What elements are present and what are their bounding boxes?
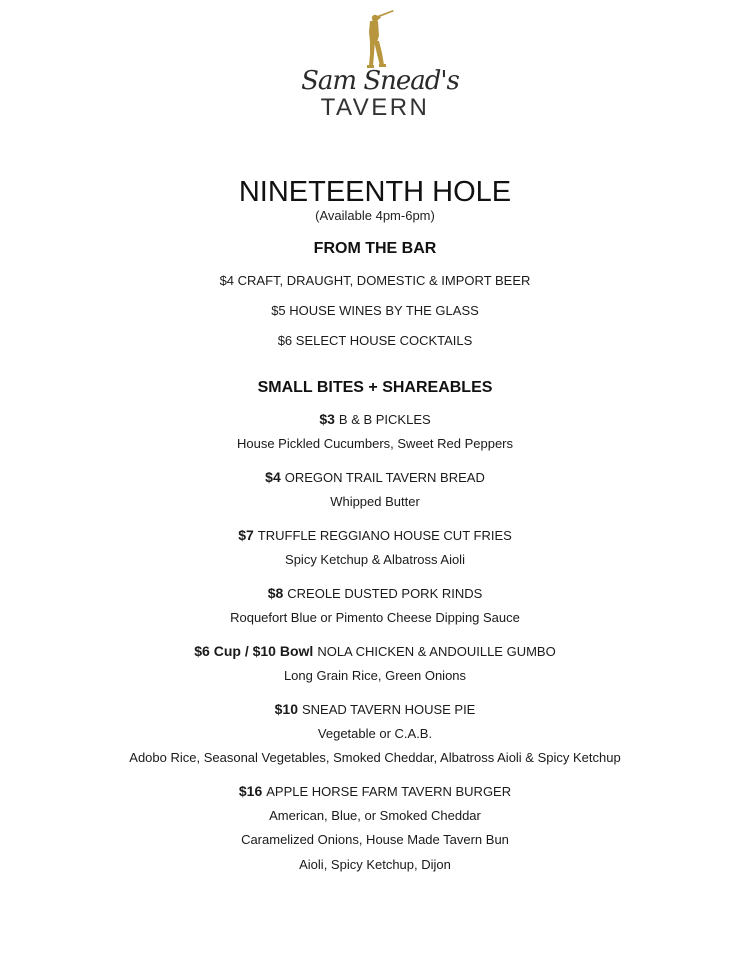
bar-line: $5 HOUSE WINES BY THE GLASS bbox=[271, 303, 479, 318]
item-name: APPLE HORSE FARM TAVERN BURGER bbox=[266, 784, 512, 799]
item-price: $8 bbox=[267, 585, 284, 601]
item-name: B & B PICKLES bbox=[338, 412, 431, 427]
item-detail: Roquefort Blue or Pimento Cheese Dipping Sauce bbox=[230, 610, 520, 625]
item-detail: House Pickled Cucumbers, Sweet Red Peppers bbox=[236, 436, 514, 451]
menu-item-title bbox=[0, 469, 750, 485]
menu-item-title bbox=[0, 585, 750, 601]
page-title: NINETEENTH HOLE bbox=[238, 176, 512, 208]
item-name: SNEAD TAVERN HOUSE PIE bbox=[301, 702, 476, 717]
item-name: TRUFFLE REGGIANO HOUSE CUT FRIES bbox=[257, 528, 512, 543]
item-detail: Long Grain Rice, Green Onions bbox=[283, 668, 467, 683]
item-detail: Caramelized Onions, House Made Tavern Bun bbox=[241, 832, 509, 847]
menu-item-title bbox=[0, 783, 750, 799]
item-name: OREGON TRAIL TAVERN BREAD bbox=[284, 470, 485, 485]
item-price: $6 Cup / $10 Bowl bbox=[194, 643, 314, 659]
item-detail: Vegetable or C.A.B. bbox=[317, 726, 433, 741]
item-detail: Aioli, Spicy Ketchup, Dijon bbox=[299, 857, 451, 872]
logo-wordmark: TAVERN bbox=[320, 94, 430, 121]
bar-line: $6 SELECT HOUSE COCKTAILS bbox=[277, 333, 473, 348]
item-name: CREOLE DUSTED PORK RINDS bbox=[287, 586, 483, 601]
availability-note: (Available 4pm-6pm) bbox=[315, 208, 435, 223]
item-detail: Whipped Butter bbox=[330, 494, 420, 509]
bar-line: $4 CRAFT, DRAUGHT, DOMESTIC & IMPORT BEER bbox=[219, 273, 531, 288]
menu-item-title bbox=[0, 411, 750, 427]
menu-item-title bbox=[0, 527, 750, 543]
menu-item-title bbox=[0, 701, 750, 717]
section-heading-bites: SMALL BITES + SHAREABLES bbox=[257, 379, 493, 396]
item-price: $10 bbox=[274, 701, 298, 717]
section-heading-bar: FROM THE BAR bbox=[313, 240, 437, 257]
tavern-logo bbox=[0, 8, 750, 123]
item-detail: American, Blue, or Smoked Cheddar bbox=[269, 808, 481, 823]
item-price: $3 bbox=[319, 411, 335, 427]
item-detail: Spicy Ketchup & Albatross Aioli bbox=[285, 552, 465, 567]
item-name: NOLA CHICKEN & ANDOUILLE GUMBO bbox=[317, 644, 556, 659]
item-detail: Adobo Rice, Seasonal Vegetables, Smoked Cheddar, Albatross Aioli & Spicy Ketchup bbox=[129, 750, 621, 765]
item-price: $16 bbox=[238, 783, 263, 799]
menu-item-title bbox=[0, 643, 750, 659]
item-price: $4 bbox=[265, 469, 281, 485]
item-price: $7 bbox=[238, 527, 254, 543]
logo-script-text: Sam Snead's bbox=[301, 66, 459, 96]
golfer-silhouette-icon bbox=[355, 8, 395, 70]
